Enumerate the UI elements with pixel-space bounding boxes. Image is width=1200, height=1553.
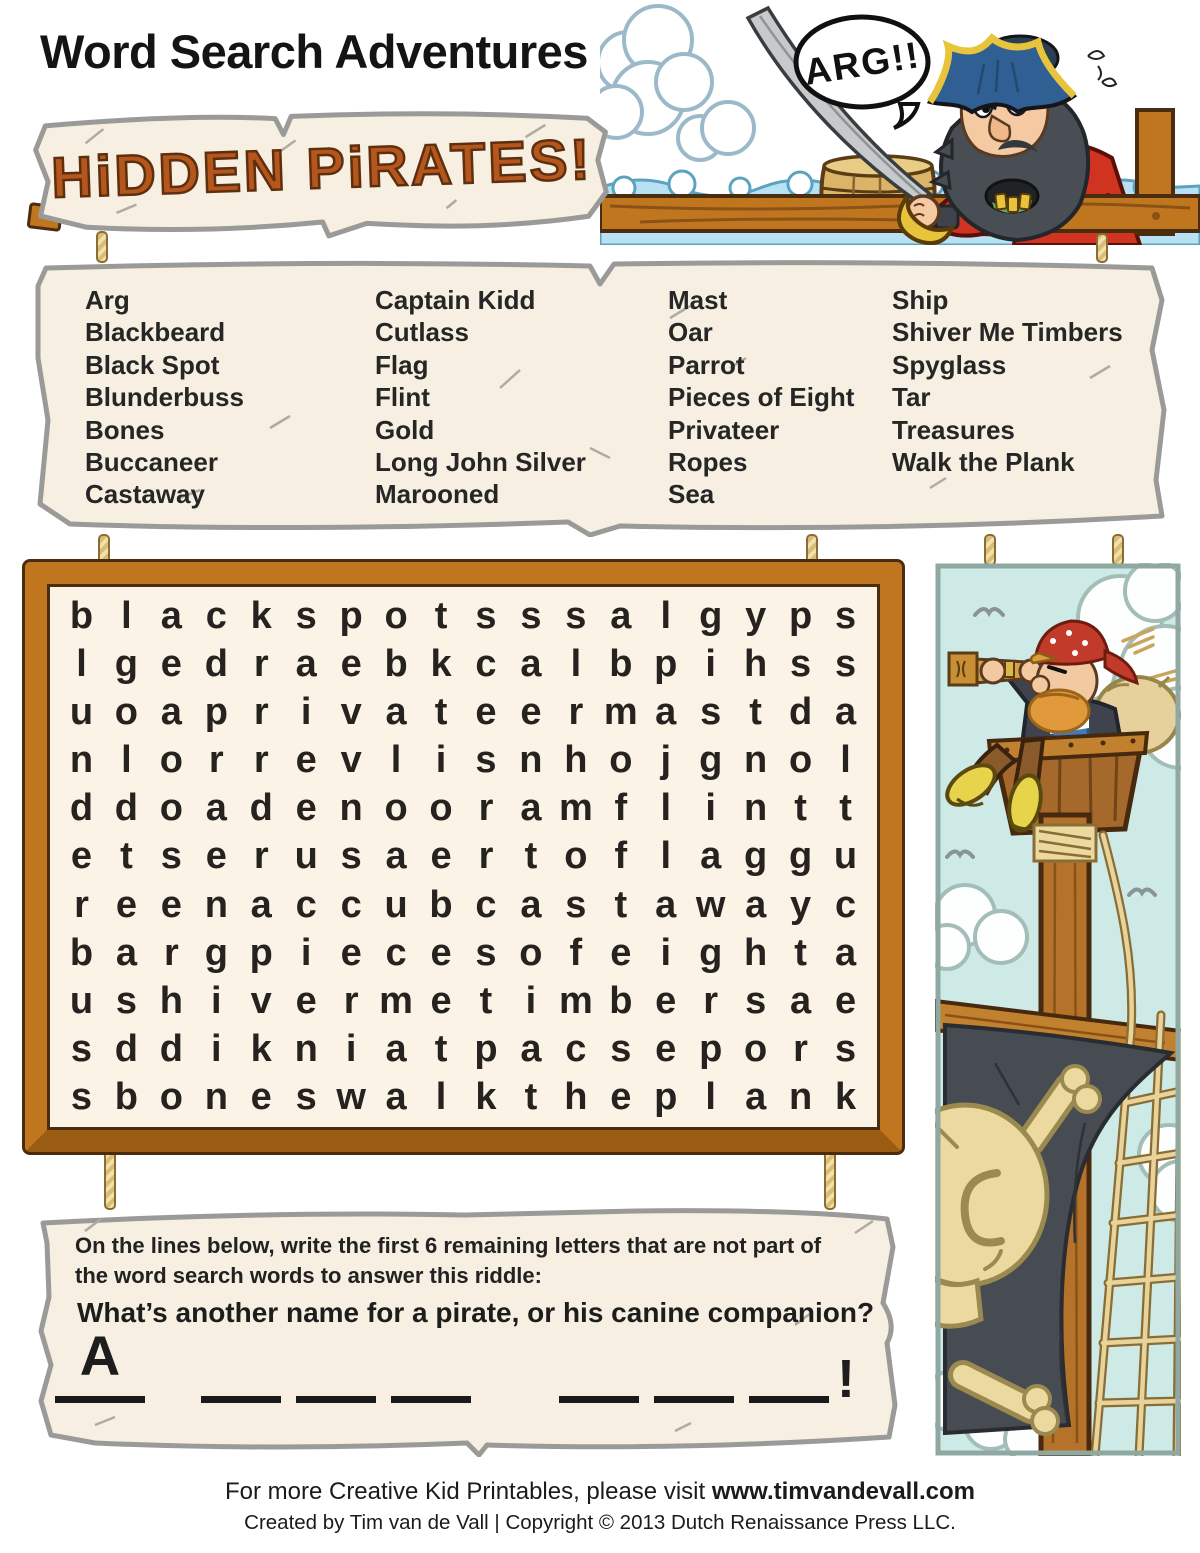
grid-letter: o [384,594,408,637]
grid-letter: r [568,690,584,733]
grid-letter: a [700,835,722,878]
word-list-item: Privateer [668,414,780,445]
grid-letter: t [434,690,448,733]
grid-letter: p [339,594,363,637]
grid-letter: s [70,1076,93,1119]
grid-letter: s [115,980,137,1023]
grid-letter: a [250,883,272,926]
grid-letter: a [520,1028,542,1071]
grid-letter: v [250,980,272,1023]
grid-letter: g [699,739,723,782]
grid-letter: n [204,1076,228,1119]
grid-letter: r [163,931,179,974]
grid-letter: e [340,642,362,685]
grid-letter: i [435,739,447,782]
word-list-item: Cutlass [375,317,469,348]
grid-letter: k [250,594,272,637]
answer-blank [391,1337,471,1403]
answer-row [55,1323,889,1410]
rope-hanger [984,534,996,566]
word-list-item: Shiver Me Timbers [892,317,1123,348]
grid-letter: a [520,883,542,926]
grid-letter: e [430,931,452,974]
grid-letter: c [475,642,497,685]
grid-letter: i [705,787,716,830]
grid-letter: w [336,1076,366,1119]
grid-letter: i [300,931,312,974]
grid-letter: e [160,883,182,926]
grid-letter: e [655,980,677,1023]
grid-letter: e [610,931,632,974]
grid-letter: m [603,690,638,733]
grid-letter: p [249,931,273,974]
word-list-item: Ship [892,285,949,315]
grid-letter: s [610,1028,632,1071]
word-list-item: Sea [668,479,715,510]
grid-letter: o [788,739,813,782]
grid-letter: b [384,642,408,685]
riddle-instructions: On the lines below, write the first 6 remaining letters that are not part of the word search words to answer this riddle: [75,1233,822,1288]
grid-letter: u [69,690,94,733]
grid-letter: m [558,980,593,1023]
word-list-item: Black Spot [85,349,220,380]
grid-letter: a [834,931,857,974]
footer-website-url: www.timvandevall.com [711,1478,976,1505]
word-list-item: Walk the Plank [892,447,1075,478]
answer-blank [559,1337,639,1403]
flies-icon [1088,51,1116,86]
grid-letter: a [745,1076,767,1119]
word-list-item: Castaway [85,479,205,510]
grid-letter: s [295,1076,317,1119]
grid-letter: n [204,883,228,926]
grid-letter: e [295,980,317,1023]
grid-letter: e [205,835,227,878]
grid-letter: p [474,1028,498,1071]
grid-letter: a [790,980,812,1023]
grid-letter: a [610,594,632,637]
grid-letter: d [204,642,228,685]
grid-letter: e [250,1076,272,1119]
answer-letter-a: A [79,1324,121,1387]
grid-letter: b [429,883,453,926]
grid-letter: e [295,739,317,782]
grid-letter: e [340,931,362,974]
grid-letter: g [114,642,139,685]
word-list-item: Mast [668,285,728,315]
grid-letter: c [295,883,317,926]
answer-blank-group [201,1337,471,1403]
grid-letter: r [253,642,269,685]
grid-letter: e [70,835,93,878]
word-list-item: Oar [668,317,713,348]
grid-letter: r [253,739,269,782]
grid-letter: e [834,980,857,1023]
grid-letter: v [340,739,362,782]
answer-blank [201,1337,281,1403]
grid-letter: c [340,883,362,926]
grid-letter: p [654,1076,678,1119]
grid-letter: b [69,594,94,637]
word-list-item: Buccaneer [85,447,218,478]
grid-letter: p [204,690,228,733]
word-list-item: Long John Silver [375,447,586,478]
grid-letter: u [294,835,318,878]
grid-letter: l [435,1076,447,1119]
grid-letter: g [699,594,723,637]
grid-letter: o [564,835,588,878]
grid-letter: s [834,594,857,637]
answer-exclamation: ! [837,1349,855,1410]
grid-letter: i [660,931,672,974]
grid-letter: e [160,642,182,685]
grid-letter: b [609,980,633,1023]
word-list-item: Ropes [668,447,748,478]
grid-letter: s [565,883,587,926]
grid-letter: e [655,1028,677,1071]
grid-letter: r [793,1028,808,1071]
grid-letter: p [654,642,678,685]
grid-letter: n [69,739,94,782]
grid-letter: g [699,931,723,974]
grid-letter: n [339,787,363,830]
grid-letter: t [839,787,852,830]
grid-letter: l [570,642,582,685]
grid-letter: s [475,931,497,974]
grid-letter: y [745,594,767,637]
grid-letter: l [76,642,87,685]
grid-letter: i [211,980,222,1023]
grid-letter: i [705,642,716,685]
grid-letter: a [160,690,182,733]
answer-blank [55,1324,145,1403]
grid-letter: g [788,835,813,878]
grid-letter: l [705,1076,716,1119]
rope-hanger [104,1150,116,1210]
answer-blank [654,1337,734,1403]
grid-letter: s [700,690,722,733]
grid-letter: t [749,690,762,733]
grid-letter: e [115,883,137,926]
pirate-captain-illustration [600,0,1200,245]
grid-letter: l [660,594,672,637]
grid-letter: a [385,1076,407,1119]
word-list-item: Flint [375,382,430,413]
grid-letter: r [478,835,494,878]
word-list-item: Flag [375,349,429,380]
word-list-item: Bones [85,414,165,445]
grid-letter: t [524,1076,538,1119]
grid-letter: k [834,1076,857,1119]
grid-letter: i [211,1028,222,1071]
cloud-icon [600,6,754,160]
footer-copyright-line: Created by Tim van de Vall | Copyright © 2013 Dutch Renaissance Press LLC. [244,1511,956,1534]
grid-letter: a [385,1028,407,1071]
grid-letter: t [434,1028,448,1071]
grid-letter: a [385,690,407,733]
grid-letter: n [744,739,768,782]
grid-letter: g [744,835,768,878]
footer-visit-text: For more Creative Kid Printables, please visit [224,1478,712,1505]
grid-letter: e [430,980,452,1023]
grid-letter: m [558,787,593,830]
grid-letter: t [120,835,133,878]
grid-letter: s [520,594,542,637]
footer-visit-line [0,1478,1200,1506]
grid-letter: e [295,787,317,830]
grid-letter: r [478,787,494,830]
pirate-captain-scene [600,0,1200,245]
grid-letter: u [69,980,94,1023]
grid-letter: w [695,883,726,926]
word-list-panel [30,258,1170,537]
grid-letter: p [788,594,813,637]
word-list-item: Gold [375,414,435,445]
answer-blank [749,1337,829,1403]
grid-letter: u [833,835,858,878]
grid-letter: i [300,690,312,733]
grid-letter: s [745,980,767,1023]
grid-letter: l [840,739,851,782]
grid-letter: s [295,594,317,637]
word-search-grid-frame [25,562,902,1152]
grid-letter: c [475,883,497,926]
grid-letter: a [160,594,182,637]
grid-letter: e [430,835,452,878]
grid-letter: d [69,787,94,830]
riddle-question: What’s another name for a pirate, or his canine companion? [77,1297,875,1328]
grid-letter: i [525,980,537,1023]
grid-letter: e [520,690,542,733]
grid-letter: t [524,835,538,878]
grid-letter: s [475,594,497,637]
grid-letter: s [160,835,182,878]
rope-hanger [1112,534,1124,566]
grid-letter: d [249,787,273,830]
grid-letter: s [790,642,812,685]
grid-letter: d [788,690,813,733]
grid-letter: t [479,980,493,1023]
grid-letter: j [660,739,672,782]
grid-letter: h [564,1076,588,1119]
grid-letter: c [565,1028,587,1071]
grid-letter: p [699,1028,723,1071]
grid-letter: y [790,883,812,926]
grid-letter: k [430,642,452,685]
grid-letter: r [253,835,269,878]
crow-nest-sidebar [935,563,1181,1456]
grid-letter: a [385,835,407,878]
grid-letter: o [429,787,453,830]
grid-letter: r [74,883,89,926]
word-list-column [892,284,1123,478]
answer-blank-group [559,1337,829,1403]
grid-letter: a [655,690,677,733]
grid-letter: a [520,642,542,685]
grid-letter: s [834,1028,857,1071]
grid-letter: k [250,1028,272,1071]
grid-letter: o [384,787,408,830]
grid-letter: h [744,931,768,974]
grid-letter: r [703,980,719,1023]
grid-letter: t [614,883,628,926]
grid-letter: d [159,1028,183,1071]
grid-letter: r [208,739,224,782]
rope-hanger [1096,233,1108,263]
banner-panel [25,106,619,244]
word-list-item: Arg [85,285,130,315]
word-list-item: Parrot [668,349,745,380]
grid-letter: s [340,835,362,878]
rope-hanger [96,231,108,263]
grid-letter: r [343,980,359,1023]
speech-text: ARG!! [801,34,924,93]
grid-letter: a [834,690,857,733]
grid-letter: o [159,739,183,782]
word-list-item: Blunderbuss [85,382,244,413]
grid-letter: e [475,690,497,733]
word-list-item: Captain Kidd [375,285,536,315]
grid-letter: o [519,931,543,974]
riddle-panel [35,1205,905,1457]
grid-letter: t [794,787,807,830]
word-list-column [668,284,854,511]
grid-letter: c [205,594,227,637]
grid-letter: s [70,1028,93,1071]
grid-letter: o [159,1076,183,1119]
grid-letter: l [660,835,672,878]
word-list-item: Marooned [375,479,500,510]
grid-letter: a [520,787,542,830]
grid-letter: d [114,1028,139,1071]
grid-letter: s [565,594,587,637]
grid-letter: n [519,739,543,782]
grid-letter: l [121,739,132,782]
grid-letter: u [384,883,408,926]
grid-letter: b [609,642,633,685]
letter-grid [59,592,868,1122]
answer-blank [296,1337,376,1403]
grid-letter: i [345,1028,357,1071]
grid-letter: h [564,739,588,782]
word-list-column [375,284,586,511]
grid-letter: k [475,1076,497,1119]
grid-letter: a [745,883,767,926]
rope-hanger [824,1150,836,1210]
grid-letter: t [434,594,448,637]
grid-letter: n [294,1028,318,1071]
grid-letter: d [114,787,139,830]
crow-nest-illustration [935,563,1181,1456]
grid-letter: l [121,594,132,637]
page-title: Word Search Adventures [40,25,588,78]
grid-letter: h [744,642,768,685]
word-list-item: Spyglass [892,349,1007,380]
grid-letter: a [655,883,677,926]
grid-letter: b [69,931,94,974]
banner-title: HiDDEN PiRATES! [50,127,594,211]
grid-letter: b [114,1076,139,1119]
grid-letter: o [159,787,183,830]
word-list-item: Tar [892,382,931,413]
grid-letter: n [788,1076,813,1119]
grid-letter: n [744,787,768,830]
word-list-item: Pieces of Eight [668,382,855,413]
grid-letter: r [253,690,269,733]
grid-letter: a [115,931,137,974]
grid-letter: m [379,980,413,1023]
grid-letter: o [609,739,633,782]
grid-letter: s [475,739,497,782]
grid-letter: e [610,1076,632,1119]
grid-letter: f [569,931,583,974]
word-list-column [85,284,244,511]
grid-letter: v [340,690,362,733]
grid-letter: o [114,690,139,733]
grid-letter: a [295,642,317,685]
grid-letter: l [390,739,402,782]
grid-letter: s [834,642,857,685]
grid-letter: h [159,980,183,1023]
grid-letter: a [205,787,227,830]
grid-letter: c [834,883,857,926]
grid-letter: l [660,787,672,830]
grid-letter: f [614,787,628,830]
grid-letter: f [614,835,628,878]
grid-letter: t [794,931,807,974]
word-list-item: Treasures [892,414,1015,445]
word-list-item: Blackbeard [85,317,226,348]
grid-letter: c [385,931,407,974]
grid-letter: o [744,1028,768,1071]
grid-letter: g [204,931,228,974]
